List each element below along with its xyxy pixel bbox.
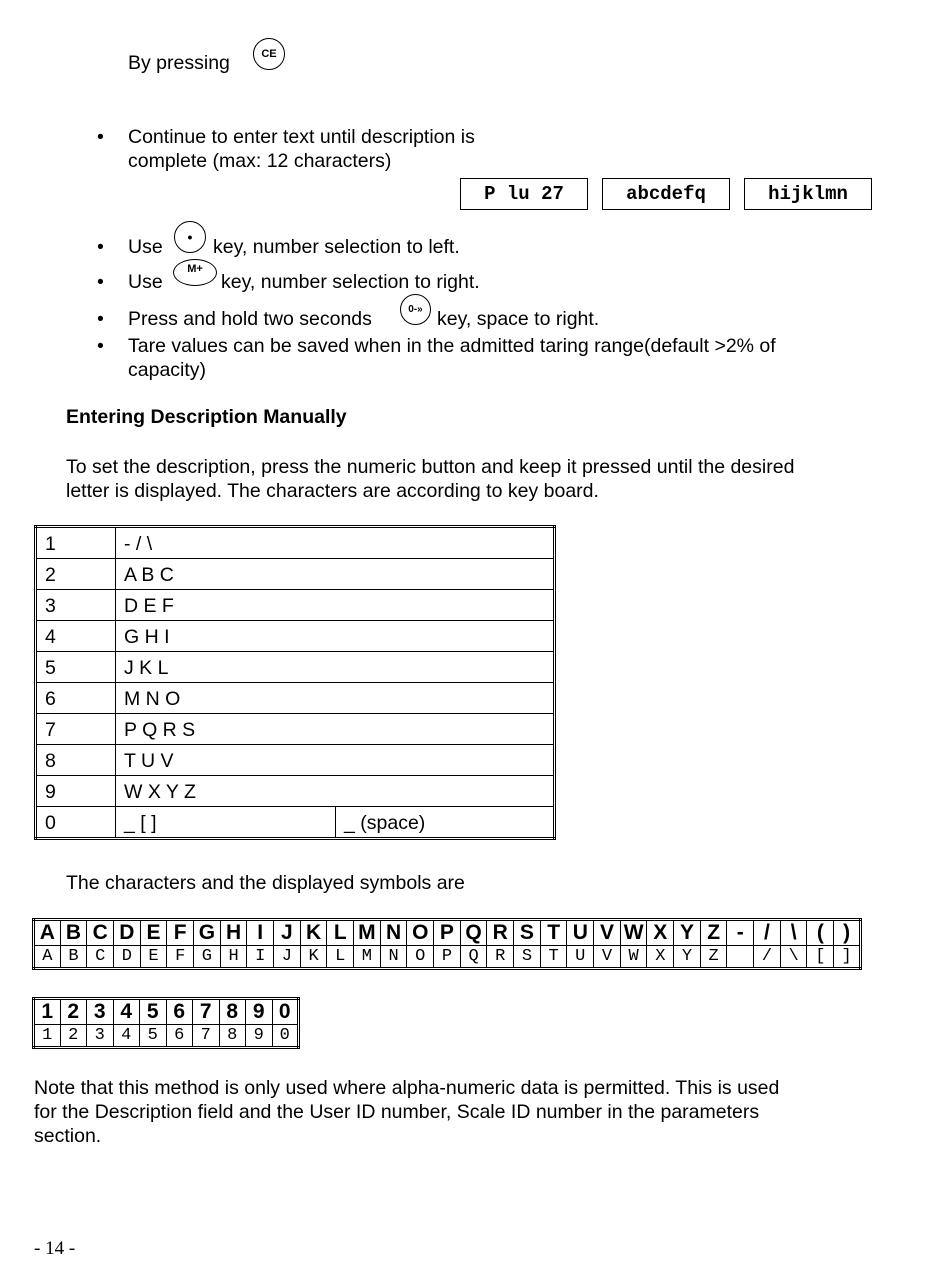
displayed-digit-cell: 7 (193, 1025, 220, 1048)
displayed-symbol-cell: J (274, 946, 301, 969)
displayed-symbol-cell: T (540, 946, 567, 969)
character-cell: \ (780, 920, 807, 946)
displayed-digit-cell: 4 (113, 1025, 140, 1048)
keymap-chars-cell: T U V (116, 745, 555, 776)
m-plus-key-icon (173, 259, 217, 286)
digit-cell: 0 (272, 999, 299, 1025)
description-paragraph-line1: To set the description, press the numeric button and keep it pressed until the desired (66, 456, 795, 478)
character-cell: M (354, 920, 381, 946)
character-cell: C (87, 920, 114, 946)
displayed-symbol-cell: W (620, 946, 647, 969)
use-dot-post: key, number selection to left. (213, 236, 460, 258)
character-cell: - (727, 920, 754, 946)
hold-text-post: key, space to right. (437, 308, 600, 330)
keymap-key-cell: 1 (36, 527, 116, 559)
keymap-row (36, 683, 555, 714)
displayed-digit-cell: 0 (272, 1025, 299, 1048)
displayed-symbol-cell: \ (780, 946, 807, 969)
displayed-symbol-cell: ] (834, 946, 861, 969)
lcd-display-abcdefq: abcdefq (602, 178, 730, 210)
character-cell: H (220, 920, 247, 946)
digit-cell: 5 (140, 999, 167, 1025)
keymap-key-cell: 2 (36, 559, 116, 590)
character-cell: Q (460, 920, 487, 946)
keymap-chars-cell: J K L (116, 652, 555, 683)
letters-symbol-table (32, 918, 862, 970)
keymap-row (36, 807, 555, 839)
zero-key-icon (400, 294, 431, 325)
displayed-symbol-cell: / (754, 946, 781, 969)
character-cell: V (594, 920, 621, 946)
character-cell: B (60, 920, 87, 946)
note-line3: section. (34, 1125, 102, 1147)
displayed-symbol-cell: A (34, 946, 61, 969)
keymap-row (36, 776, 555, 807)
character-cell: F (167, 920, 194, 946)
displayed-symbol-cell: Z (700, 946, 727, 969)
lcd-display-plu: P lu 27 (460, 178, 588, 210)
character-cell: J (274, 920, 301, 946)
character-cell: D (114, 920, 141, 946)
keymap-key-cell: 6 (36, 683, 116, 714)
keymap-row (36, 652, 555, 683)
use-mplus-pre: Use (128, 271, 163, 293)
keymap-chars-cell: D E F (116, 590, 555, 621)
character-cell: G (194, 920, 221, 946)
keymap-chars-cell: P Q R S (116, 714, 555, 745)
displayed-symbol-cell: S (514, 946, 541, 969)
displayed-symbol-cell: X (647, 946, 674, 969)
ce-key-label: CE (261, 48, 277, 60)
keymap-chars-cell: A B C (116, 559, 555, 590)
displayed-symbol-cell: [ (807, 946, 834, 969)
character-cell: W (620, 920, 647, 946)
digits-symbol-table (32, 997, 300, 1049)
displayed-symbol-cell: E (140, 946, 167, 969)
digit-cell: 1 (34, 999, 61, 1025)
bullet-dot: • (97, 308, 104, 330)
note-line1: Note that this method is only used where alpha-numeric data is permitted. This is used (34, 1077, 780, 1099)
keymap-row (36, 621, 555, 652)
keymap-chars-cell: G H I (116, 621, 555, 652)
keymap-key-cell: 9 (36, 776, 116, 807)
keymap-extra-cell: _ (space) (336, 807, 555, 839)
displayed-symbol-cell: C (87, 946, 114, 969)
keymap-key-cell: 4 (36, 621, 116, 652)
digit-cell: 8 (219, 999, 246, 1025)
continue-text-line2: complete (max: 12 characters) (128, 150, 392, 172)
dot-key-icon (174, 221, 206, 253)
character-cell: ) (834, 920, 861, 946)
displayed-digit-cell: 9 (246, 1025, 273, 1048)
displayed-symbol-cell: O (407, 946, 434, 969)
character-cell: N (380, 920, 407, 946)
displayed-symbol-cell: Y (674, 946, 701, 969)
displayed-symbol-cell: G (194, 946, 221, 969)
displayed-symbol-cell: N (380, 946, 407, 969)
character-cell: R (487, 920, 514, 946)
keymap-chars-cell: W X Y Z (116, 776, 555, 807)
key-character-table (34, 525, 556, 840)
character-cell: O (407, 920, 434, 946)
page-number: - 14 - (34, 1238, 76, 1259)
displayed-digit-cell: 5 (140, 1025, 167, 1048)
tare-text-line1: Tare values can be saved when in the admitted taring range(default >2% of (128, 335, 776, 357)
character-cell: I (247, 920, 274, 946)
displayed-symbol-cell: U (567, 946, 594, 969)
displayed-symbol-cell: V (594, 946, 621, 969)
displayed-digit-cell: 2 (60, 1025, 87, 1048)
zero-key-label: 0-» (408, 304, 423, 315)
lcd-display-hijklmn: hijklmn (744, 178, 872, 210)
use-dot-pre: Use (128, 236, 163, 258)
displayed-symbol-cell: F (167, 946, 194, 969)
symbols-intro-text: The characters and the displayed symbols are (66, 872, 465, 894)
keymap-row (36, 714, 555, 745)
keymap-row (36, 745, 555, 776)
tare-text-line2: capacity) (128, 359, 207, 381)
displayed-digit-cell: 3 (87, 1025, 114, 1048)
keymap-row (36, 527, 555, 559)
digit-cell: 9 (246, 999, 273, 1025)
note-line2: for the Description field and the User ID number, Scale ID number in the parameters (34, 1101, 760, 1123)
keymap-chars-cell: M N O (116, 683, 555, 714)
digit-cell: 7 (193, 999, 220, 1025)
keymap-key-cell: 5 (36, 652, 116, 683)
dot-key-label: • (187, 229, 193, 245)
keymap-key-cell: 7 (36, 714, 116, 745)
character-cell: Z (700, 920, 727, 946)
displayed-symbol-cell: D (114, 946, 141, 969)
character-cell: T (540, 920, 567, 946)
displayed-symbol-cell: R (487, 946, 514, 969)
displayed-digit-cell: 8 (219, 1025, 246, 1048)
displayed-symbol-cell: M (354, 946, 381, 969)
character-cell: ( (807, 920, 834, 946)
section-heading: Entering Description Manually (66, 406, 347, 428)
digit-cell: 6 (166, 999, 193, 1025)
ce-key-icon (253, 38, 285, 70)
keymap-row (36, 559, 555, 590)
keymap-chars-cell: - / \ (116, 527, 555, 559)
digit-cell: 2 (60, 999, 87, 1025)
displayed-symbol-cell: L (327, 946, 354, 969)
hold-text-pre: Press and hold two seconds (128, 308, 372, 330)
character-cell: L (327, 920, 354, 946)
bullet-dot: • (97, 271, 104, 293)
continue-text-line1: Continue to enter text until description is (128, 126, 475, 148)
bullet-dot: • (97, 126, 104, 148)
use-mplus-post: key, number selection to right. (221, 271, 480, 293)
digit-cell: 4 (113, 999, 140, 1025)
character-cell: Y (674, 920, 701, 946)
displayed-symbol-cell: Q (460, 946, 487, 969)
character-cell: E (140, 920, 167, 946)
keymap-key-cell: 8 (36, 745, 116, 776)
character-cell: K (300, 920, 327, 946)
character-cell: S (514, 920, 541, 946)
character-cell: U (567, 920, 594, 946)
displayed-symbol-cell: K (300, 946, 327, 969)
character-cell: X (647, 920, 674, 946)
character-cell: P (434, 920, 461, 946)
by-pressing-text: By pressing (128, 52, 230, 74)
bullet-dot: • (97, 236, 104, 258)
digit-cell: 3 (87, 999, 114, 1025)
displayed-symbol-cell: I (247, 946, 274, 969)
keymap-row (36, 590, 555, 621)
keymap-key-cell: 0 (36, 807, 116, 839)
character-cell: A (34, 920, 61, 946)
displayed-symbol-cell: B (60, 946, 87, 969)
keymap-key-cell: 3 (36, 590, 116, 621)
displayed-symbol-cell: H (220, 946, 247, 969)
description-paragraph-line2: letter is displayed. The characters are according to key board. (66, 480, 599, 502)
displayed-digit-cell: 1 (34, 1025, 61, 1048)
displayed-digit-cell: 6 (166, 1025, 193, 1048)
keymap-chars-cell: _ [ ] (116, 807, 336, 839)
m-plus-key-label: M+ (187, 263, 203, 275)
displayed-symbol-cell (727, 946, 754, 969)
displayed-symbol-cell: P (434, 946, 461, 969)
bullet-dot: • (97, 335, 104, 357)
character-cell: / (754, 920, 781, 946)
